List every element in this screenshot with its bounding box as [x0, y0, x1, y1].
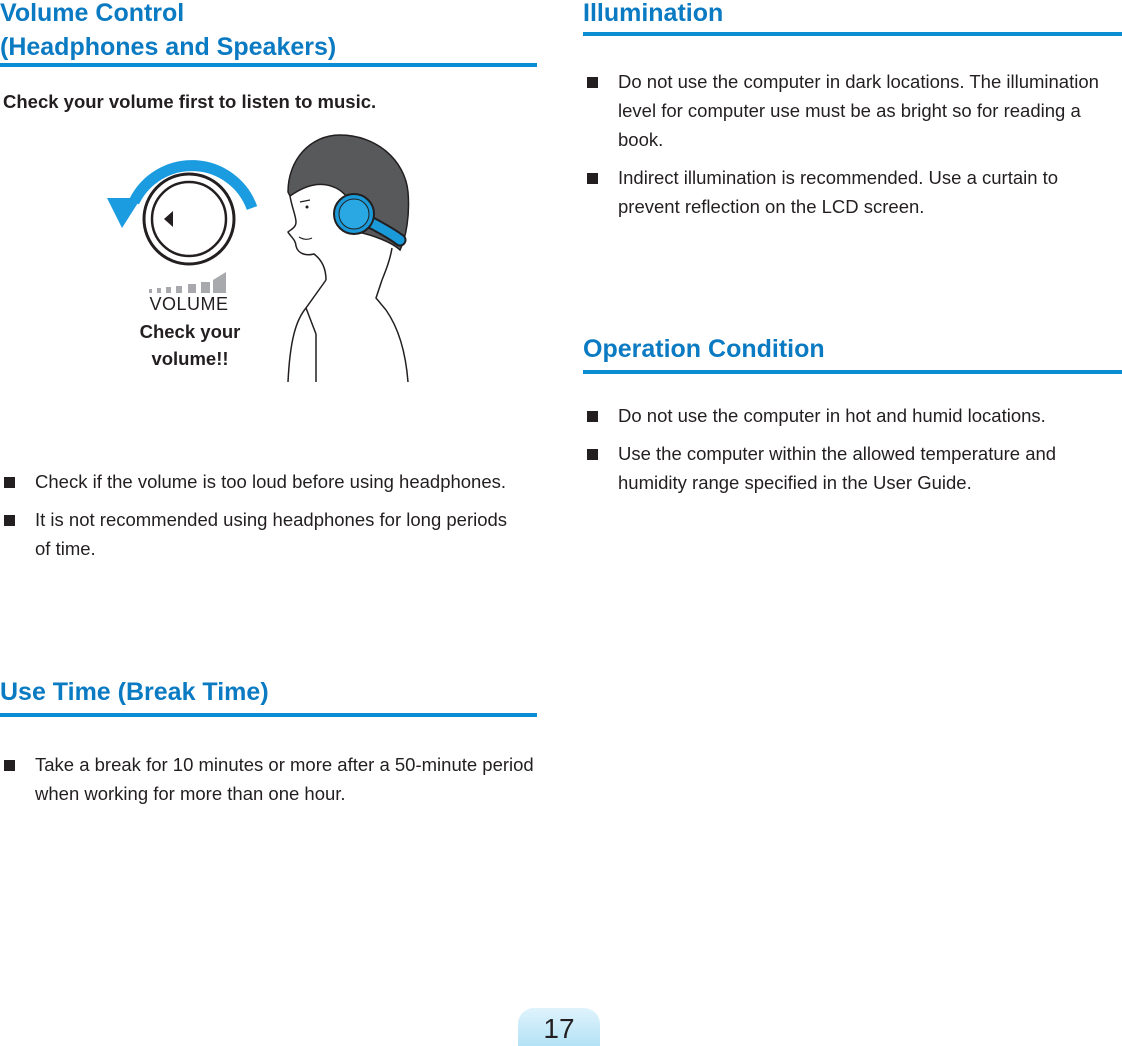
use-time-rule — [0, 713, 537, 717]
list-item — [587, 67, 1107, 154]
check-volume-caption-line2: volume!! — [151, 348, 229, 369]
list-item-text: Take a break for 10 minutes or more after a 50-minute period when working for more than one hour. — [35, 754, 534, 804]
list-item — [4, 505, 524, 563]
list-item-text: Indirect illumination is recommended. Use a curtain to prevent reflection on the LCD screen. — [618, 167, 1059, 217]
check-volume-caption-line1: Check your — [139, 321, 241, 342]
illumination-bullet-list — [587, 67, 1107, 230]
list-item — [4, 750, 534, 808]
list-item-text: Do not use the computer in hot and humid locations. — [618, 405, 1046, 426]
volume-control-title-line2: (Headphones and Speakers) — [0, 33, 337, 61]
square-bullet-icon — [4, 515, 15, 526]
operation-bullet-list — [587, 401, 1107, 506]
use-time-heading: Use Time (Break Time) — [0, 678, 269, 706]
rotate-arrow-head-icon — [107, 198, 141, 228]
volume-level-icon — [149, 272, 226, 293]
volume-control-heading — [0, 0, 336, 64]
volume-subheading: Check your volume first to listen to music. — [3, 91, 377, 112]
volume-bullet-list — [4, 467, 524, 572]
square-bullet-icon — [4, 477, 15, 488]
page-number-tab — [518, 1008, 600, 1046]
square-bullet-icon — [587, 449, 598, 460]
square-bullet-icon — [4, 760, 15, 771]
square-bullet-icon — [587, 173, 598, 184]
volume-control-title-line1: Volume Control — [0, 0, 185, 27]
person-with-headphones-icon — [288, 135, 409, 382]
use-time-bullet-list — [4, 750, 534, 817]
list-item — [587, 439, 1107, 497]
square-bullet-icon — [587, 411, 598, 422]
list-item — [587, 401, 1107, 430]
page-number: 17 — [543, 1013, 575, 1044]
volume-text-label: VOLUME — [149, 294, 229, 314]
list-item — [587, 163, 1107, 221]
illumination-rule — [583, 32, 1122, 36]
illumination-heading: Illumination — [583, 0, 724, 27]
volume-control-rule — [0, 63, 537, 67]
list-item-text: Use the computer within the allowed temperature and humidity range specified in the User Guide. — [618, 443, 1057, 493]
square-bullet-icon — [587, 77, 598, 88]
list-item — [4, 467, 524, 496]
list-item-text: Check if the volume is too loud before using headphones. — [35, 471, 507, 492]
volume-headphone-illustration — [100, 130, 420, 385]
list-item-text: It is not recommended using headphones for long periods of time. — [35, 509, 508, 559]
operation-condition-rule — [583, 370, 1122, 374]
list-item-text: Do not use the computer in dark locations. The illumination level for computer use must be as bright so for reading a book. — [618, 71, 1099, 150]
operation-condition-heading: Operation Condition — [583, 335, 825, 363]
volume-knob-icon — [144, 174, 234, 264]
